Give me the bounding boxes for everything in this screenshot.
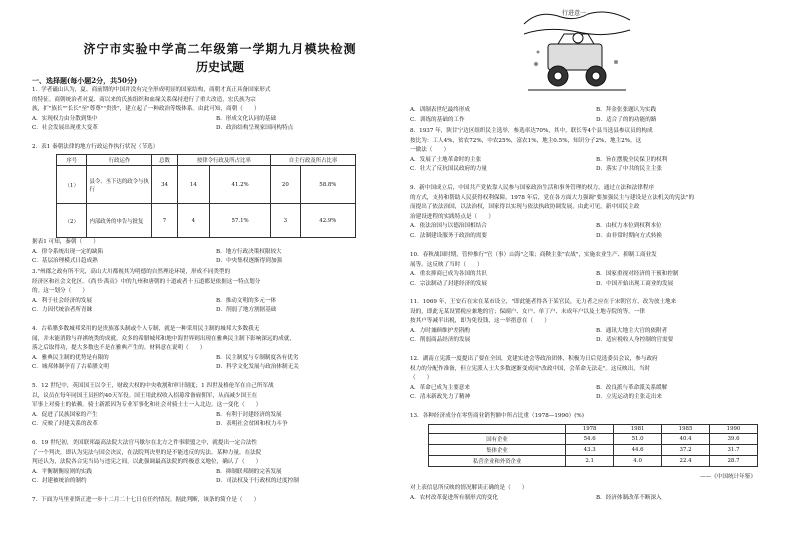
t1-cell: 42.9%	[300, 204, 355, 238]
q12-option-a: A．革命已成为主要意来	[410, 384, 470, 391]
t2-h	[429, 425, 566, 434]
q1-line-1: 1．学者磁山认为，夏、商前期的中国并没有完全形成明显的国家结构，商朝才真正具备国家形式	[32, 87, 271, 93]
q3-option-c: C．力因代统治者所青睐	[32, 307, 93, 314]
t1-cell: （2）	[57, 204, 87, 238]
table-row	[57, 166, 356, 204]
q13-line: 13．各种经济成分在零售商业销售额中所占比重（1978—1990）(%)	[410, 413, 584, 419]
q10-option-a: A．重农抑商已成为各国的共识	[410, 271, 487, 278]
q11-line: 按其户等减半出税，即为免役钱，这一举措意在（ ）	[410, 318, 550, 325]
q3-option-b: B．推动文明的多元一体	[216, 297, 277, 304]
question-8	[410, 127, 782, 175]
q7-option-c: C．训练的基础的工作	[410, 116, 465, 123]
question-7-options	[410, 106, 782, 125]
table-1	[56, 154, 356, 238]
t1-cell: 58.8%	[300, 166, 355, 204]
q6-option-a: A．平衡制衡原则的实践	[32, 468, 92, 475]
question-12	[410, 355, 782, 403]
table-row	[57, 204, 356, 238]
table-2	[428, 424, 758, 467]
t1-h-2: 总数	[152, 155, 177, 166]
question-1	[32, 86, 400, 134]
q9-option-d: D．由非常时期向方式转换	[596, 232, 663, 239]
q5-option-b: B．有利于封建经济的发展	[216, 411, 282, 418]
cartoon-image	[518, 4, 636, 100]
q9-option-a: A．依法治国与以德治国相结合	[410, 223, 487, 230]
q9-line: 而提出了依法治国，以法治权，国家得以实现与依法执政协调发展，由此可见，新中国民主政	[410, 204, 640, 211]
q11-line: 11．1069 年，王安石在宋在某市设立，"即此能者得各于某官民，无力者之应在于宋朝官方，改为放土地来	[410, 299, 677, 305]
cartoon-caption: 行进意一	[562, 10, 587, 17]
t2-cell: 39.6	[710, 434, 758, 445]
q12-option-b: B．改良派与革命派关系缓解	[596, 384, 668, 391]
q9-option-b: B．由权力本位到权利本位	[596, 223, 662, 230]
q3-line: 3."州郡之政有所不究，高山大川都视其为明德的自然理论环境，形成不同类型的	[32, 269, 231, 275]
t1-cell: 县令、丞下达的政令与执行	[87, 166, 152, 204]
exam-subtitle: 历史试题	[195, 60, 244, 74]
q9-option-c: C．法制建设服务于政治的需要	[410, 232, 487, 239]
q4-option-a: A．雅典民主制的优势是有限的	[32, 354, 109, 361]
q5-option-a: A．促进了民族国家的产生	[32, 411, 98, 418]
question-10	[410, 251, 782, 289]
t1-cell: 41.2%	[210, 166, 271, 204]
q3-option-a: A．利于社会经济的发展	[32, 297, 92, 304]
q5-line: 以，议员在每年同国王员担约40天军役。国王用此权收入招募常备雇佣军，从而减少国王在	[32, 392, 258, 399]
q3-option-d: D．削弱了地方割据基础	[216, 307, 277, 314]
t1-cell: 20	[271, 166, 301, 204]
t1-cell: （1）	[57, 166, 87, 204]
t2-cell: 22.4	[662, 456, 710, 467]
q12-line: 12．湖南立宪派一度提出了要在全国，党建实进会等政治团体，积极为日后党选委员会议，参与政府	[410, 356, 658, 362]
q11-line: 设的，即此无某设置税应兼地的官；保副户、女户、单丁户、未成年户以及土地寺院的等，一律	[410, 308, 645, 315]
t1-h-3: 按律令行政及所占比率	[177, 155, 270, 166]
q4-line: 闻，并未能消除与祥祺统类的成就。众多的希腊城邦和地中海世界则出现在雅典民主制下影响深远的成就，	[32, 335, 295, 342]
q9-line: 9．新中国成立后，中国共产党依靠人民参与国家政治生活和事务管理的权力，通过立法和法律程序	[410, 185, 655, 191]
t1-cell: 14	[177, 166, 210, 204]
t1-cell: 4	[177, 204, 210, 238]
t2-cell: 51.0	[614, 434, 662, 445]
t1-cell: 7	[152, 204, 177, 238]
table-1-header	[57, 155, 356, 166]
q11-option-a: A．力时兼顾维护差斟酌	[410, 327, 470, 334]
question-5	[32, 382, 400, 430]
q2-option-d: D．中央集权逐渐得到加强	[216, 258, 283, 265]
question-2	[32, 143, 400, 153]
t2-h: 1985	[662, 425, 710, 434]
t1-h-5: 自主行政及所占比率	[271, 155, 356, 166]
question-11	[410, 298, 782, 346]
q1-option-a: A．实现权力由分散到集中	[32, 115, 98, 122]
q8-option-b: B．旨在摆脱全民保卫的权利	[596, 156, 668, 163]
table-row	[429, 434, 758, 445]
table-row	[429, 445, 758, 456]
t1-cell: 57.1%	[210, 204, 271, 238]
q4-line: 落之后取得功，提大多数也不是在雅典产生的。材料意在说明（ ）	[32, 345, 206, 352]
q2-option-c: C．基层治理模式日趋成熟	[32, 258, 98, 265]
q9-line: 治建设进程的实践特点是（ ）	[410, 213, 494, 220]
question-13-stem	[410, 484, 782, 503]
q3-line: 经济区和社会文化区。《尚书·禹贡》中的九州和唐朝的十道或者十五道都是依据这一特点划分	[32, 278, 261, 285]
q12-line: （ ）	[410, 375, 433, 382]
q1-option-d: D．政治结构呈现家国同构特点	[216, 125, 294, 132]
question-7	[32, 496, 400, 506]
t2-cell: 国有企业	[429, 434, 566, 445]
exam-title: 济宁市实验中学高二年级第一学期九月模块检测	[83, 42, 357, 56]
t1-cell: 内部政务的申告与批复	[87, 204, 152, 238]
t2-cell: 28.7	[710, 456, 758, 467]
table-2-header	[429, 425, 758, 434]
t2-cell: 44.6	[614, 445, 662, 456]
q1-option-b: B．形成文化认同的基础	[216, 115, 277, 122]
q7-line: 7．下面为马里亚斯正进一步十二月二十七日在任约情况。据此判断，该条的简介是（ ）	[32, 497, 260, 503]
q7-option-b: B．拜金张张题认为实践	[596, 107, 657, 113]
q6-option-c: C．封建被统治的制约	[32, 478, 87, 485]
q2-line-1: 2．表1 秦朝法律的地方行政运作执行状况（节选）	[32, 144, 159, 150]
q6-line: 了一个判决，即认为宪法与国会决议，在法院判决里的是不能违反的宪法。某种力量，在法院	[32, 449, 262, 456]
q8-line: 按比为：工人4%，贫农72%，中农25%，富农1%，地主0.5%，知识分子2%，地主2%。这	[410, 137, 642, 144]
q11-option-d: D．适应税收人身控制的官需要	[596, 337, 674, 344]
q2-option-a: A．律令系统出现一定的缺陷	[32, 248, 104, 255]
q10-line: 展等。这反映了当时（ ）	[410, 261, 483, 268]
q8-option-d: D．落实了中共的民主主张	[596, 166, 663, 173]
question-4	[32, 325, 400, 373]
q6-line: 判还认为，法院各合宪当局与违宪之间，以此强调最高法院的终极意义地位，确认了（ ）	[32, 459, 262, 466]
q11-option-b: B．通讯大地主大官的依附者	[596, 327, 668, 334]
section-heading: 一、选择题(每小题2分，共50分)	[32, 76, 138, 85]
table-source: ——《中国统计年鉴》	[700, 474, 756, 480]
t2-h: 1990	[710, 425, 758, 434]
t2-cell: 54.6	[566, 434, 614, 445]
t2-h: 1981	[614, 425, 662, 434]
q12-option-d: D．立宪运动的主张走出来	[596, 394, 663, 401]
q5-option-d: D．表明社会贫困和权力斗争	[216, 421, 288, 428]
q12-line: 权力的分配作准备，但立宪派人士大多数逐渐变成同"改政中国，会革命无法走"。这反映出，当时	[410, 365, 651, 372]
t2-cell: 4.0	[614, 456, 662, 467]
t2-cell: 2.1	[566, 456, 614, 467]
t2-cell: 私营企业和外资企业	[429, 456, 566, 467]
t2-cell: 集体企业	[429, 445, 566, 456]
question-6	[32, 439, 400, 487]
q1-line-2: 的特征。商朝统治者对夏、商以来的氏族组织和血缘关系保持进行了重大改造，宏氏族为宗	[32, 96, 256, 103]
q12-option-c: C．清末新政先力了精神	[410, 394, 471, 401]
t2-cell: 40.4	[662, 434, 710, 445]
q8-line: 一做法（ ）	[410, 147, 450, 154]
q3-line: 的。这一划分（ ）	[32, 288, 88, 295]
q13-stem: 对上表信息所反映的情况解读正确的是（ ）	[410, 485, 528, 491]
q2-stem: 据表1 可知，秦朝（ ）	[32, 239, 99, 245]
q5-line: 军事上对骑士的依赖。骑士新派因为专业军事化和社会对骑士士一入北边。这一变化（ ）	[32, 402, 262, 409]
q8-option-c: C．壮大了反抗国民政府的力量	[410, 166, 487, 173]
q8-option-a: A．发展了土地革命时的主张	[410, 156, 482, 163]
question-2-stem	[32, 238, 400, 267]
q6-line: 6．19 世纪初，美国联邦最高法院大法官马歇尔在北方之件事联盟之中，就提出一定合法性	[32, 440, 258, 446]
t1-cell: 34	[152, 166, 177, 204]
q10-option-c: C．宗法制动了封建经济的发展	[410, 280, 487, 287]
t1-h-1: 行政运作	[87, 155, 152, 166]
q1-option-c: C．社会发展出现重大变革	[32, 125, 98, 132]
q10-option-d: D．中国开始出现工商业的发展	[596, 280, 674, 287]
q1-line-3: 族，扩"族长""长长"至"尊尊""贵贵"，建立起了一种政治等级体系。由此可知，商朝（ ）	[32, 106, 260, 113]
q13-option-a: A．农村改革促进所有制形式的变化	[410, 494, 498, 501]
q2-option-b: B．地方行政决策权限较大	[216, 248, 282, 255]
question-13	[410, 412, 782, 422]
q8-line: 8．1937 年，陕甘宁边区组织民主选举，参选率达70%，其中，联长等4个县当选县参议员的构成	[410, 128, 653, 134]
t1-cell: 3	[271, 204, 301, 238]
q5-option-c: C．反映了封建关系的改革	[32, 421, 98, 428]
t2-h: 1978	[566, 425, 614, 434]
q7-option-d: D．适合了的的功能的路	[596, 116, 657, 123]
q13-option-b: B．经济体制改革不断深入	[596, 494, 662, 501]
q10-line: 10．春秋战国时期，管仲推行"官（事）山海"之策；商鞅主张"农战"，实施农业生产、抑制工商业发	[410, 252, 657, 258]
t1-h-0: 序号	[57, 155, 87, 166]
q7-option-a: A．训制表世纪最终形成	[410, 107, 470, 113]
q10-option-b: B．国家重视对经济的干预和控制	[596, 271, 679, 278]
q6-option-d: D．司法权及于行政权的过度控制	[216, 478, 299, 485]
q4-option-b: B．民主制度与专制制度各有优劣	[216, 354, 299, 361]
t2-cell: 37.2	[662, 445, 710, 456]
question-9	[410, 184, 782, 242]
table-row	[429, 456, 758, 467]
question-3	[32, 268, 400, 316]
q5-line: 5．12 世纪中，英国国王以令王，财政大权的中央收割和审计制度；1 四世及格伦军在自己所军战	[32, 383, 274, 389]
q11-option-c: C．削弱商品经济的发展	[410, 337, 471, 344]
q6-option-b: B．抑制联邦制的完善发展	[216, 468, 282, 475]
t2-cell: 31.7	[710, 445, 758, 456]
q4-option-c: C．城邦体制孕育了古希腊文明	[32, 364, 109, 371]
q9-line: 的方式，支持和帮助人民获得权利保障，1978 年后，党在各方面大力强调"要加强民主与建设是立法机关的宪法"的	[410, 194, 695, 201]
t2-cell: 43.3	[566, 445, 614, 456]
q4-line: 4．古希腊多数城邦采用的是贵族寡头制或个人专制，就是一种采用民主制的城邦大多数我无	[32, 326, 260, 332]
q4-option-d: D．科学文化发展与政治体制无关	[216, 364, 299, 371]
